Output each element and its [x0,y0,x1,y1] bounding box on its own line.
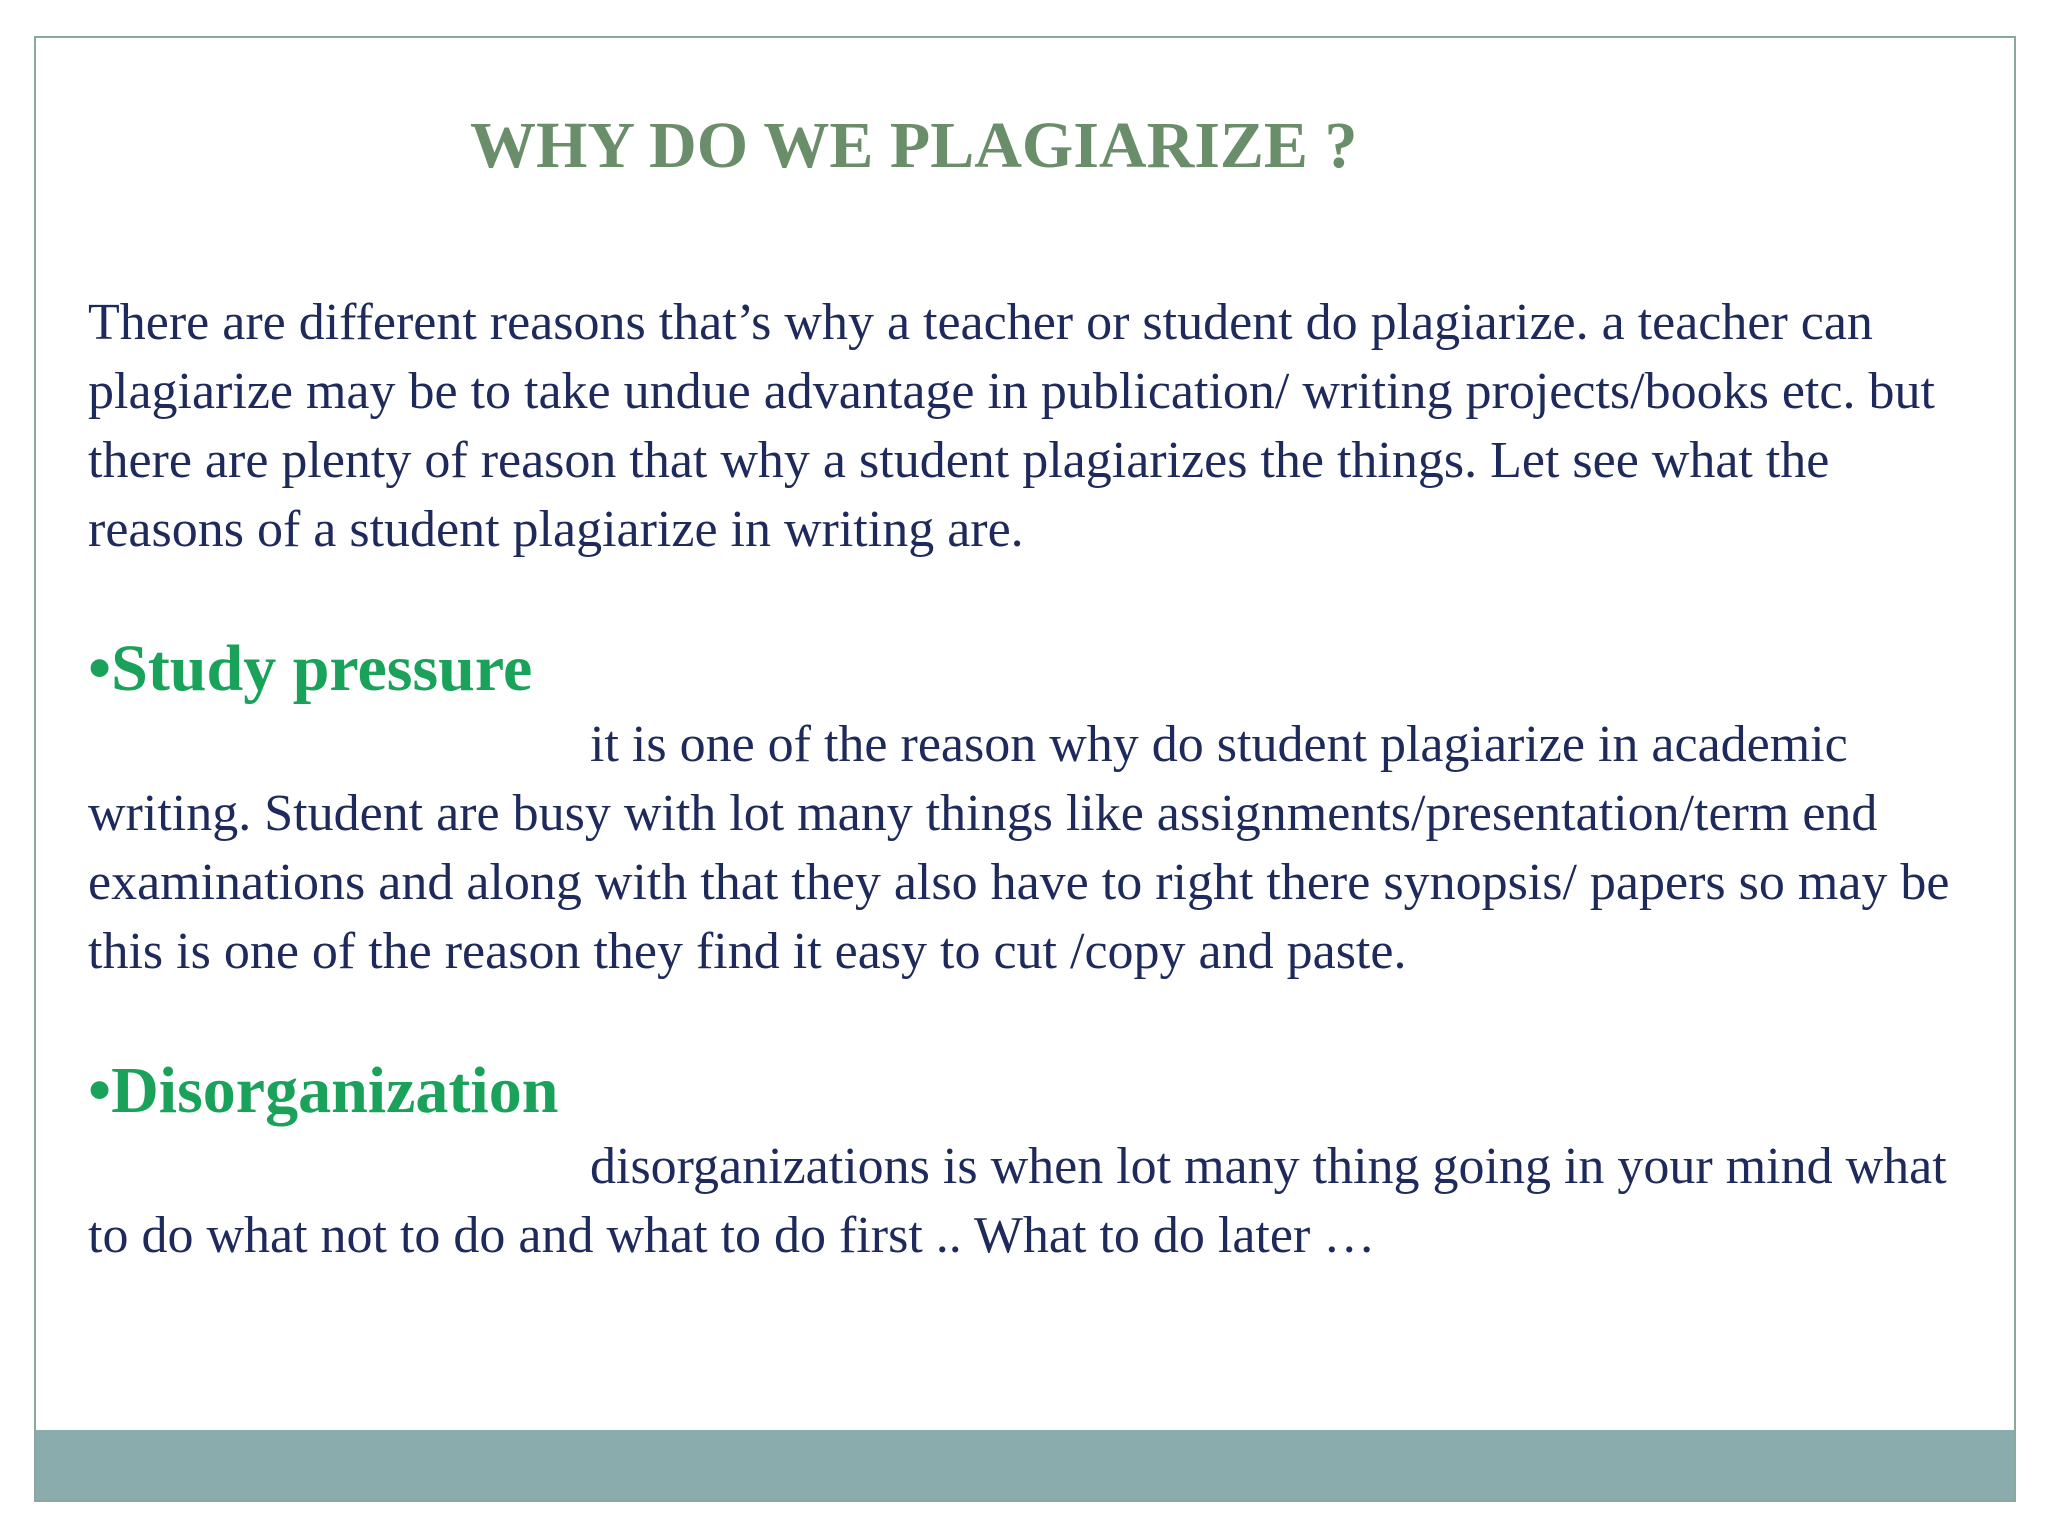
slide [34,36,2016,1502]
section-study-pressure [88,628,1988,986]
section-disorganization [88,1050,1988,1270]
slide-title: WHY DO WE PLAGIARIZE ? [470,109,1358,182]
section-heading: •Study pressure [88,632,533,705]
slide-content [88,288,1988,1270]
intro-paragraph: There are different reasons that’s why a teacher or student do plagiarize. a teacher can plagiarize may be to take undue advantage in publication/ writing projects/books etc. but there are plenty of reason that why a student plagiarizes the things. Let see what the reasons of a student plagiarize in writing are. [88,294,1935,558]
section-body: disorganizations is when lot many thing going in your mind what to do what not to do and what to do first .. What to do later … [88,1138,1947,1264]
section-body: it is one of the reason why do student plagiarize in academic writing. Student are busy with lot many things like assignments/presentation/term end examinations and along with that they also have to right there synopsis/ papers so may be this is one of the reason they find it easy to cut /copy and paste. [88,716,1950,980]
footer-bar [36,1430,2014,1500]
section-heading: •Disorganization [88,1054,559,1127]
